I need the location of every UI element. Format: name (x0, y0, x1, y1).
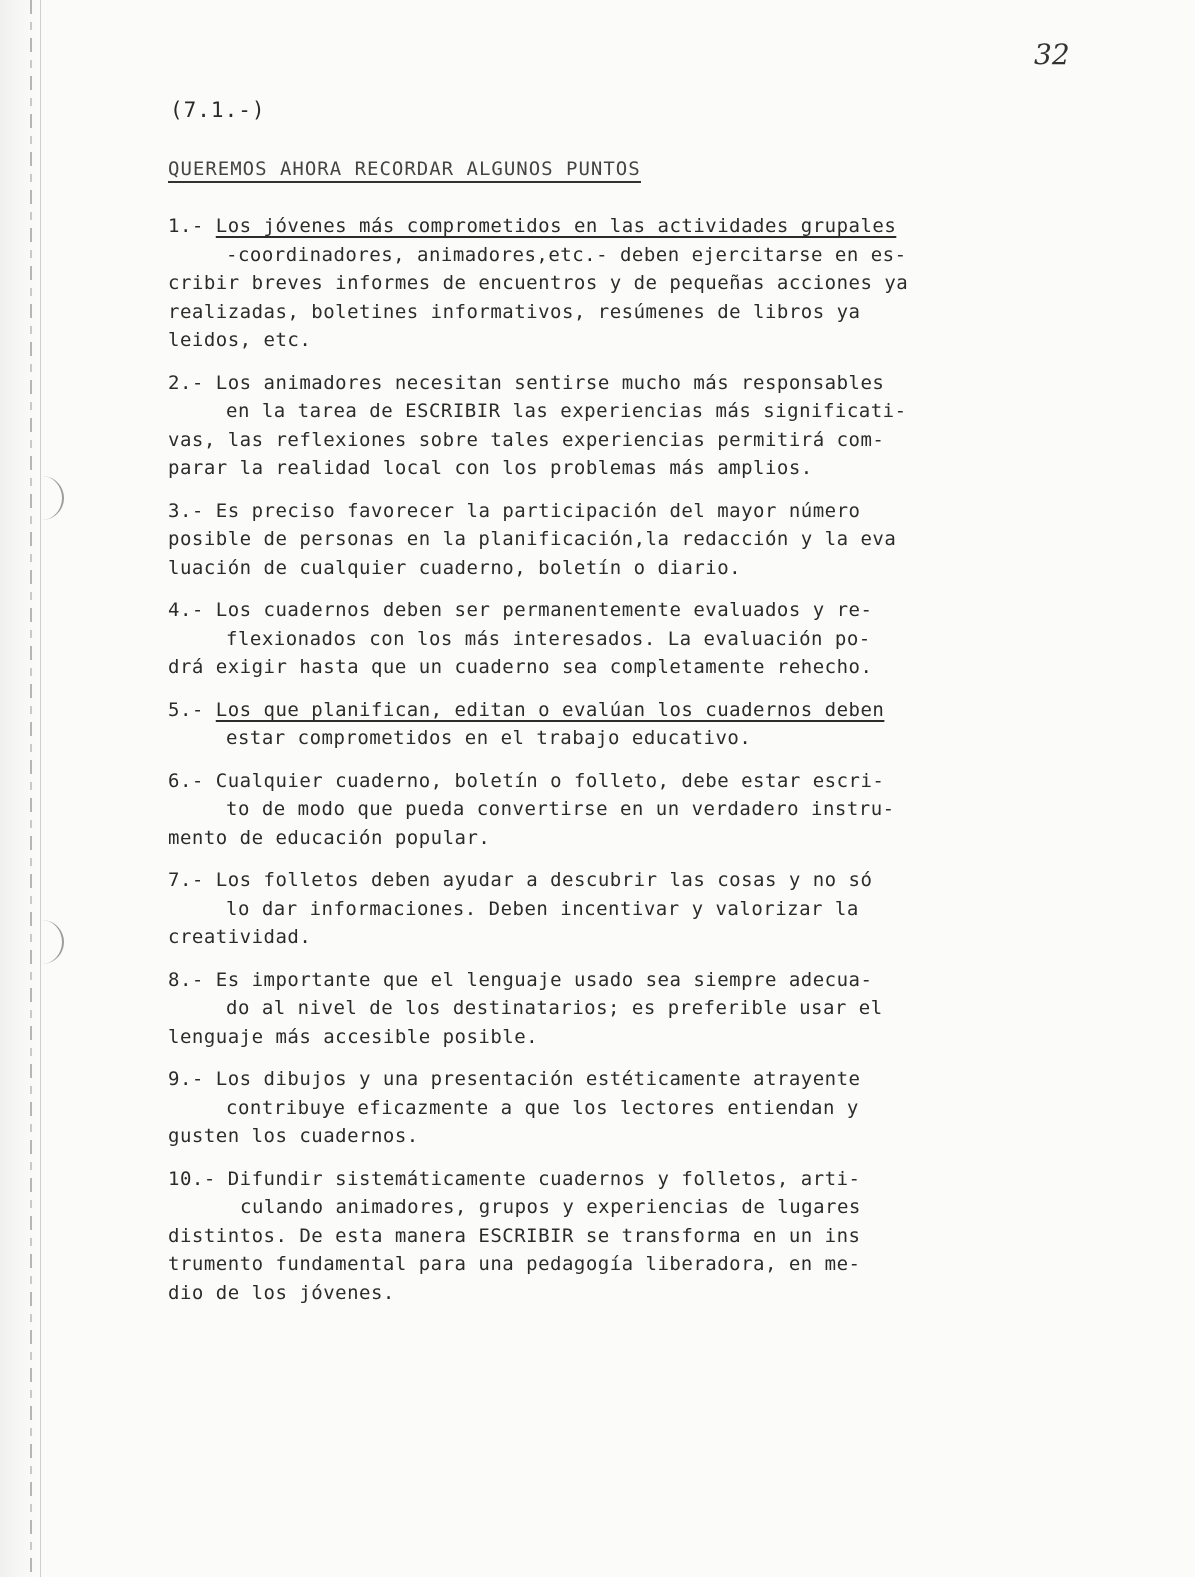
list-item-line (168, 696, 1048, 725)
binding-stitch-line (30, 0, 32, 1577)
item-number: 10.- (168, 1167, 216, 1190)
list-item-8 (168, 966, 1048, 1052)
list-item-line: cribir breves informes de encuentros y de pequeñas acciones ya (168, 272, 909, 294)
section-marker: (7.1.-) (170, 98, 266, 122)
list-item-3 (168, 497, 1048, 583)
list-item-line: drá exigir hasta que un cuaderno sea completamente rehecho. (168, 656, 873, 678)
item-text: Los animadores necesitan sentirse mucho más responsables (215, 371, 885, 394)
item-text: Los folletos deben ayudar a descubrir las cosas y no só (215, 869, 873, 891)
item-text: Es importante que el lenguaje usado sea siempre adecua- (215, 968, 873, 991)
list-item-line: dio de los jóvenes. (168, 1281, 395, 1304)
list-item-line: lo dar informaciones. Deben incentivar y valorizar la (226, 897, 859, 920)
list-item-line: contribuye eficazmente a que los lectores entiendan y (226, 1096, 859, 1119)
item-number: 2.- (168, 371, 204, 394)
item-text: Los dibujos y una presentación estéticamente atrayente (215, 1068, 861, 1090)
item-text: Es preciso favorecer la participación del mayor número (215, 499, 861, 522)
item-number: 6.- (168, 769, 204, 792)
list-item-line (168, 866, 1048, 895)
item-text: Los jóvenes más comprometidos en las actividades grupales (215, 215, 897, 237)
item-text: Cualquier cuaderno, boletín o folleto, debe estar escri- (215, 769, 885, 792)
item-number: 4.- (168, 599, 204, 621)
item-number: 9.- (168, 1068, 204, 1090)
list-item-line: flexionados con los más interesados. La evaluación po- (226, 627, 871, 650)
section-heading: QUEREMOS AHORA RECORDAR ALGUNOS PUNTOS (168, 158, 641, 183)
list-item-line: luación de cualquier cuaderno, boletín o diario. (168, 556, 742, 579)
list-item-line (168, 497, 1048, 526)
list-item-line: trumento fundamental para una pedagogía liberadora, en me- (168, 1253, 861, 1275)
list-item-6 (168, 767, 1048, 853)
list-item-1 (168, 212, 1048, 355)
list-item-line: posible de personas en la planificación,la redacción y la eva (168, 528, 897, 550)
list-item-line (168, 1165, 1048, 1194)
list-item-4 (168, 596, 1048, 682)
list-item-line: parar la realidad local con los problemas más amplios. (168, 457, 813, 479)
list-item-10 (168, 1165, 1048, 1308)
list-item-line: creatividad. (168, 926, 312, 948)
list-item-2 (168, 369, 1048, 483)
page-number: 32 (1034, 38, 1070, 71)
list-item-9 (168, 1065, 1048, 1151)
list-item-5 (168, 696, 1048, 753)
list-item-line: -coordinadores, animadores,etc.- deben ejercitarse en es- (226, 243, 907, 266)
item-text: Los cuadernos deben ser permanentemente evaluados y re- (215, 599, 873, 621)
list-item-line (168, 369, 1048, 398)
list-item-line: vas, las reflexiones sobre tales experiencias permitirá com- (168, 428, 885, 451)
list-item-line: realizadas, boletines informativos, resúmenes de libros ya (168, 300, 861, 323)
numbered-list (168, 212, 1048, 1321)
list-item-line (168, 767, 1048, 796)
list-item-7 (168, 866, 1048, 952)
list-item-line: do al nivel de los destinatarios; es preferible usar el (226, 997, 883, 1019)
list-item-line (168, 1065, 1048, 1094)
list-item-line (168, 966, 1048, 995)
binding-edge (0, 0, 41, 1577)
list-item-line (168, 212, 1048, 241)
item-number: 3.- (168, 499, 204, 522)
item-number: 8.- (168, 968, 204, 991)
punch-hole-mark (34, 476, 64, 520)
list-item-line: en la tarea de ESCRIBIR las experiencias más significati- (226, 400, 907, 422)
item-number: 1.- (168, 215, 204, 237)
punch-hole-mark (34, 920, 64, 964)
item-text: Los que planifican, editan o evalúan los cuadernos deben (215, 698, 885, 721)
list-item-line: distintos. De esta manera ESCRIBIR se transforma en un ins (168, 1224, 861, 1247)
item-number: 5.- (168, 698, 204, 721)
list-item-line: gusten los cuadernos. (168, 1125, 419, 1147)
item-text: Difundir sistemáticamente cuadernos y folletos, arti- (227, 1167, 861, 1190)
list-item-line: culando animadores, grupos y experiencias de lugares (240, 1196, 861, 1218)
list-item-line: estar comprometidos en el trabajo educativo. (226, 727, 752, 749)
item-number: 7.- (168, 869, 204, 891)
list-item-line: lenguaje más accesible posible. (168, 1025, 539, 1048)
list-item-line: mento de educación popular. (168, 826, 491, 849)
list-item-line: leidos, etc. (168, 329, 312, 351)
list-item-line (168, 596, 1048, 625)
list-item-line: to de modo que pueda convertirse en un verdadero instru- (226, 798, 895, 820)
